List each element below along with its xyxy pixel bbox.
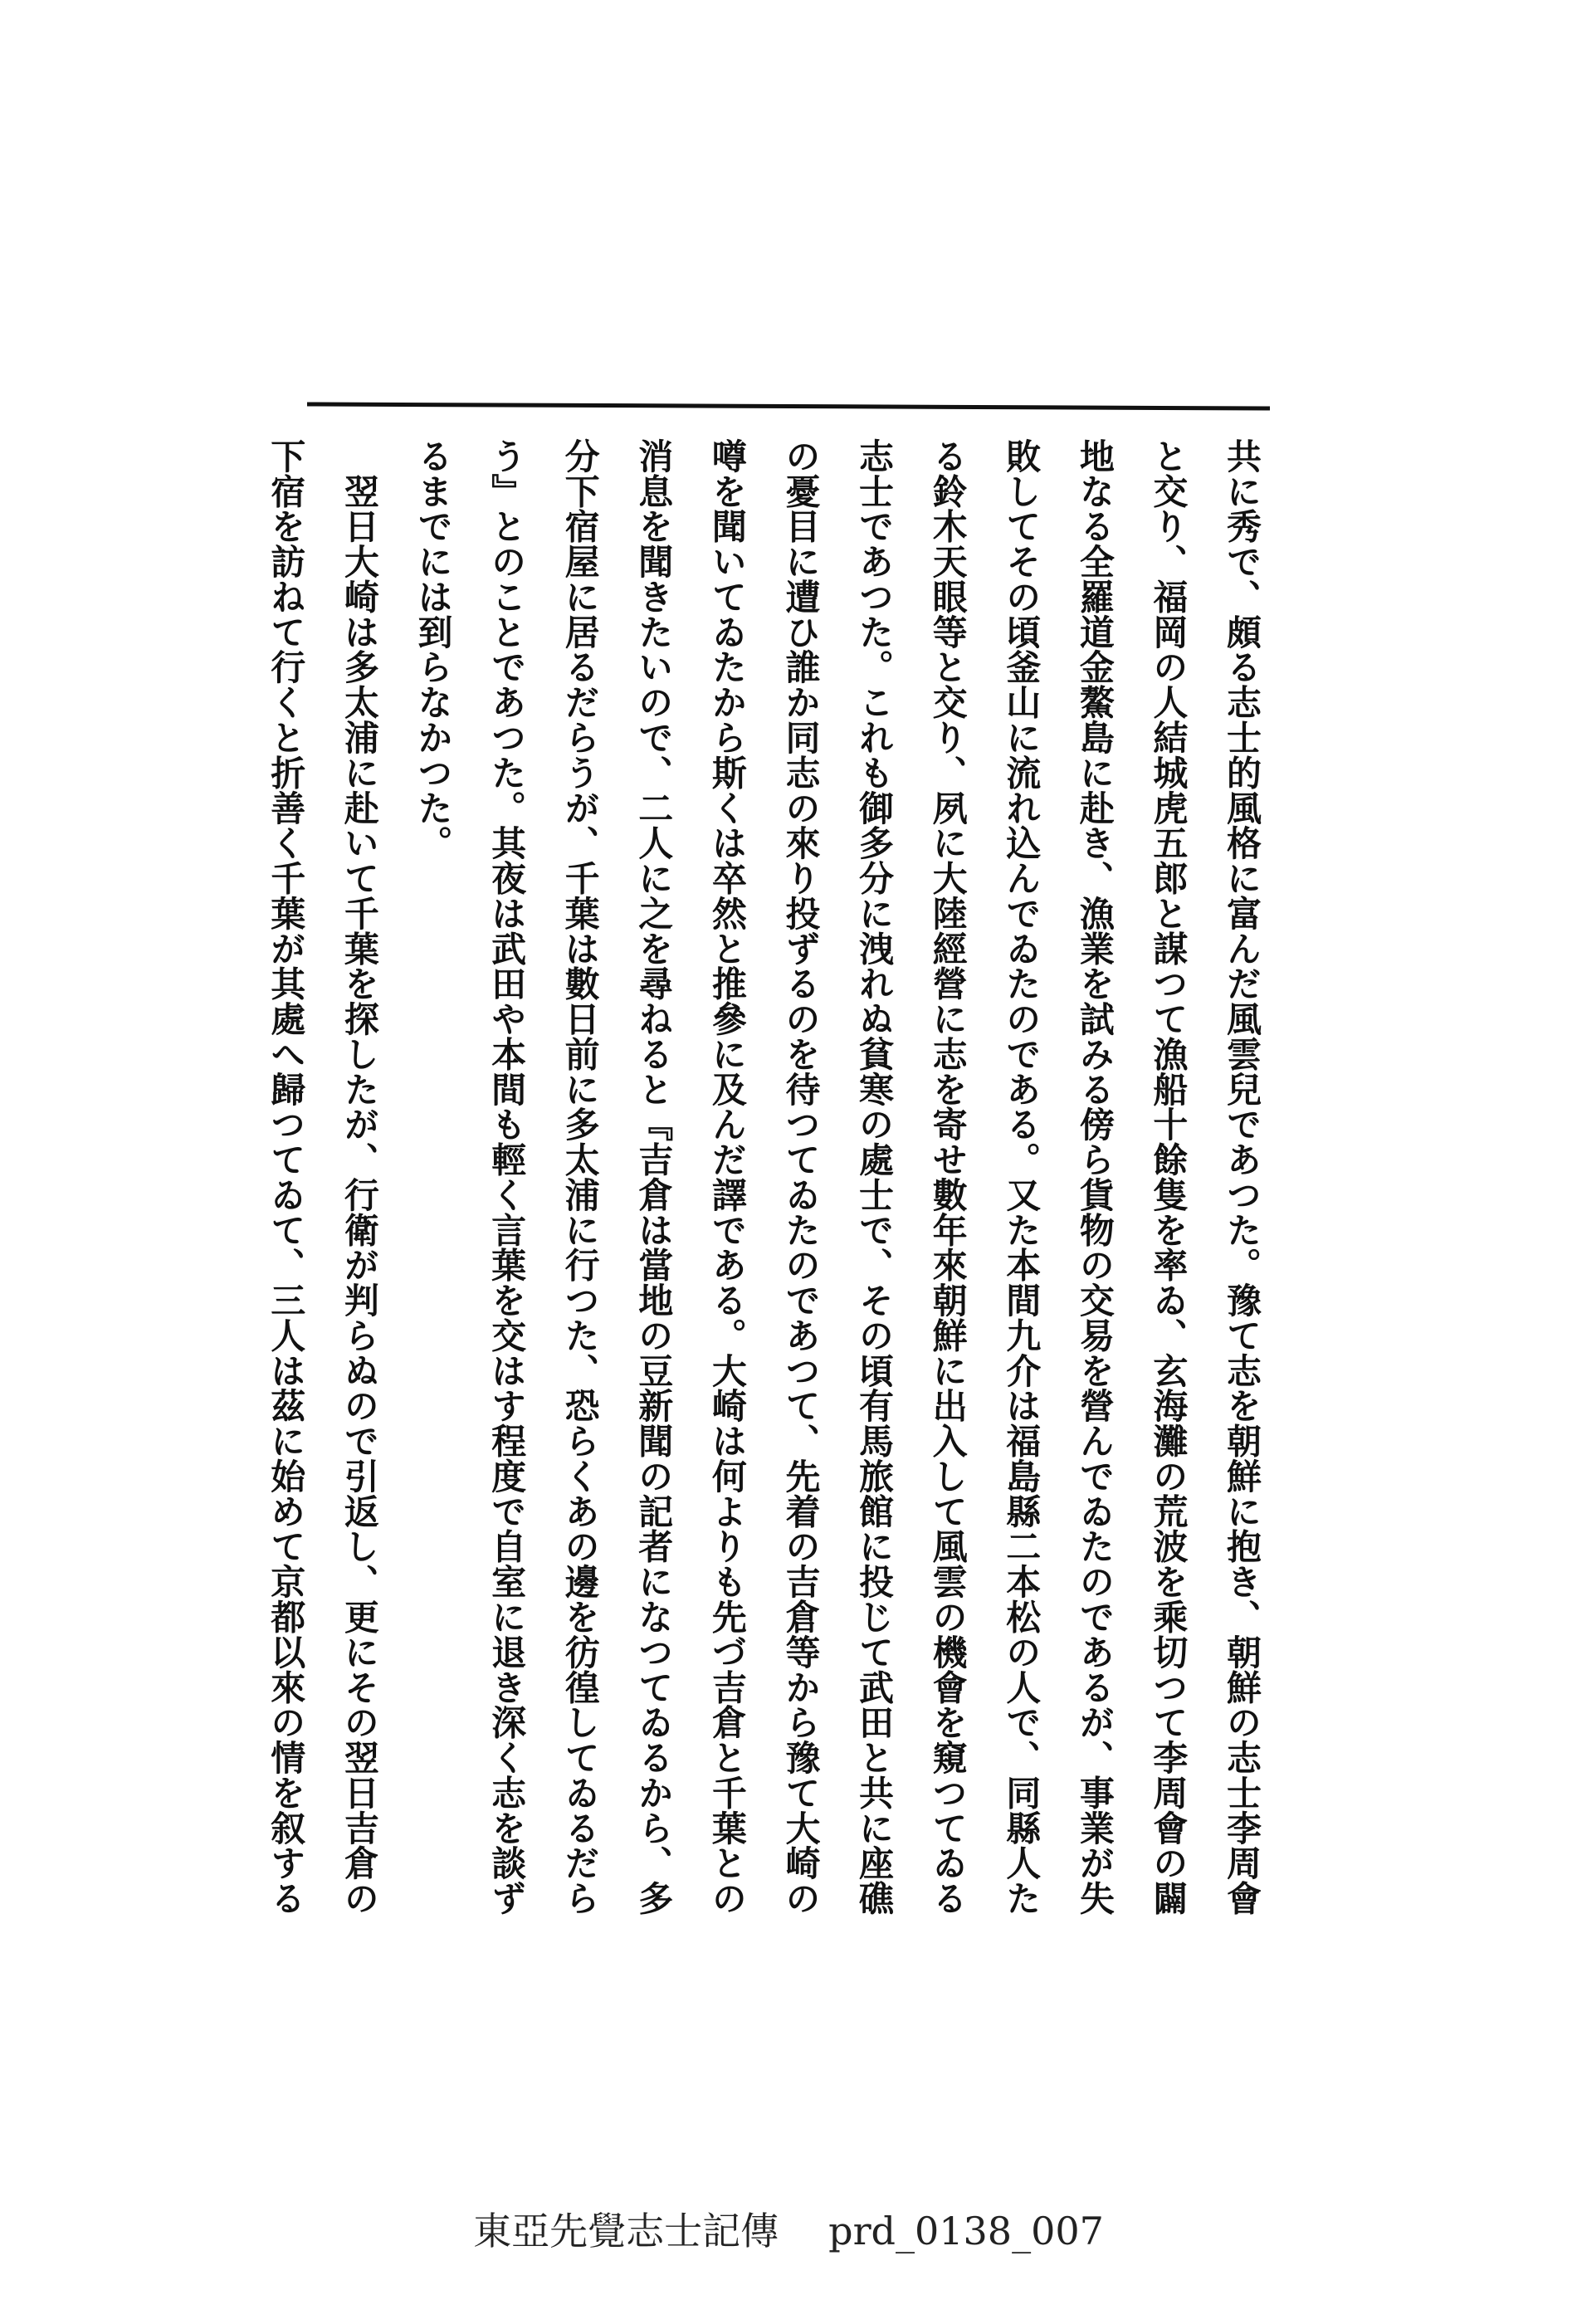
text-line: るまでには到らなかつた。 [413,438,454,861]
text-line: の憂目に遭ひ誰か同志の來り投ずるのを待つてゐたのであつて、先着の吉倉等から豫て大崎の [780,438,822,1916]
text-line: 志士であつた。これも御多分に洩れぬ貧寒の處士で、その頃有馬旅館に投じて武田と共に座礁 [854,438,896,1916]
text-line: 消息を聞きたいので、二人に之を尋ねると『吉倉は當地の豆新聞の記者になつてゐるから、多 [633,438,675,1916]
text-line: 共に秀で、頗る志士的風格に富んだ風雲兒であつた。豫て志を朝鮮に抱き、朝鮮の志士李周會 [1222,438,1262,1916]
text-line: 翌日大崎は多太浦に赴いて千葉を探したが、行衛が判らぬので引返し、更にその翌日吉倉の [339,438,380,1916]
text-line: 分下宿屋に居るだらうが、千葉は數日前に多太浦に行つた、恐らくあの邊を彷徨してゐるだら [559,438,601,1916]
text-line: 地なる全羅道金鰲島に赴き、漁業を試みる傍ら貨物の交易を營んでゐたのであるが、事業が失 [1074,438,1116,1916]
text-line: 敗してその頃釜山に流れ込んでゐたのである。又た本間九介は福島縣二本松の人で、同縣人た [1001,438,1042,1916]
book-title: 東亞先覺志士記傳 [473,2209,779,2253]
page-footer [0,2201,1577,2256]
text-line: る鈴木天眼等と交り、夙に大陸經營に志を寄せ數年來朝鮮に出入して風雲の機會を窺つてゐる [927,438,969,1916]
page-identifier: prd_0138_007 [828,2209,1104,2253]
text-line: 噂を聞いてゐたから斯くは卒然と推參に及んだ譯である。大崎は何よりも先づ吉倉と千葉との [706,438,748,1916]
vertical-text-body [266,438,1278,1949]
text-line: 下宿を訪ねて行くと折善く千葉が其處へ歸つてゐて、三人は茲に始めて京都以來の情を叙する [266,438,307,1916]
text-line: う』とのことであつた。其夜は武田や本間も輕く言葉を交はす程度で自室に退き深く志を談ず [486,438,528,1916]
header-rule [307,402,1270,410]
text-line: と交り、福岡の人結城虎五郎と謀つて漁船十餘隻を率ゐ、玄海灘の荒波を乘切つて李周會の闢 [1148,438,1189,1916]
